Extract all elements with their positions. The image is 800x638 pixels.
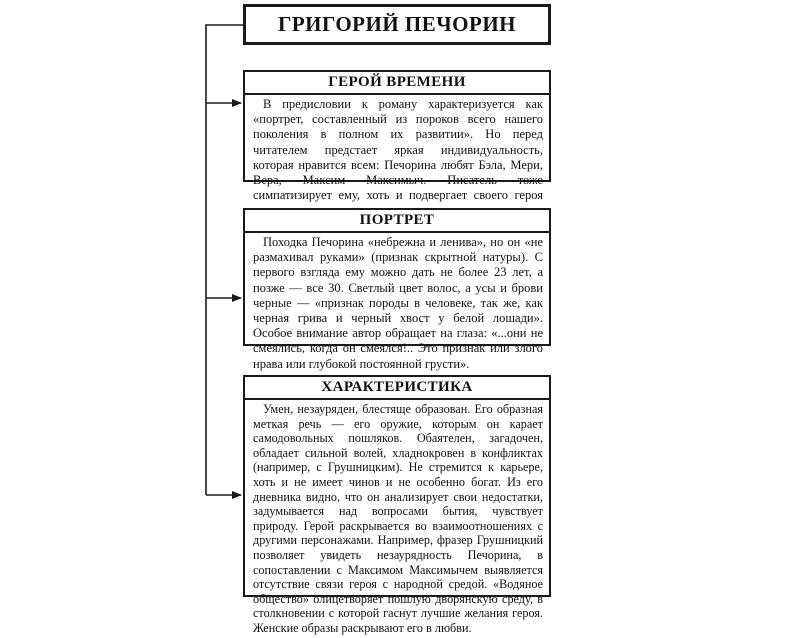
section-portrait (243, 208, 551, 371)
section-text: Походка Печорина «небрежна и ленива», но он «не размахивал руками» (признак скрытной натуры). С первого взгляда ему можно дать не более 23 лет, а позже — все 30. Светлый цвет волос, а усы и брови черные — «признак породы в человеке, так же, как черная грива и черный хвост у белой лошади». Особое внимание автор обращает на глаза: «...они не смеялись, когда он смеялся!.. Это признак или злого нрава или глубокой постоянной грусти». (253, 235, 543, 371)
title-box (243, 4, 551, 45)
section-heading: ГЕРОЙ ВРЕМЕНИ (245, 72, 549, 95)
section-heading: ХАРАКТЕРИСТИКА (245, 377, 549, 400)
connector-title-to-spine (206, 25, 243, 495)
section-hero-of-time (243, 70, 551, 203)
section-text: В предисловии к роману характеризуется как «портрет, составленный из пороков всего нашего поколения в полном их развитии». Но перед читателем предстает яркая индивидуальность, которая нравится всем: Печорина любят Бэла, Мери, Вера, Максим Максимыч. Писатель тоже симпатизирует ему, хоть и подвергает своего героя (253, 97, 543, 203)
section-heading: ПОРТРЕТ (245, 210, 549, 233)
section-text: Умен, незауряден, блестяще образован. Его образная меткая речь — его оружие, которым он карает самодовольных пошляков. Обаятелен, загадочен, обладает сильной волей, хладнокровен в конфликтах (например, с Грушницким). Не стремится к карьере, хоть и не имеет чинов и не особенно богат. Из его дневника видно, что он анализирует свои недостатки, задумывается над вопросами бытия, чувствует природу. Герой раскрывается во взаимоотношениях с другими персонажами. Например, фразер Грушницкий позволяет увидеть незаурядность Печорина, в сопоставлении с Максимом Максимычем выявляется отсутствие связи героя с народной средой. «Водяное общество» олицетворяет пошлую дворянскую среду, в столкновении с которой гаснут лучшие желания героя. Женские образы раскрывают его в любви. (253, 402, 543, 635)
section-characteristic (243, 375, 551, 635)
diagram-title: ГРИГОРИЙ ПЕЧОРИН (277, 12, 517, 36)
